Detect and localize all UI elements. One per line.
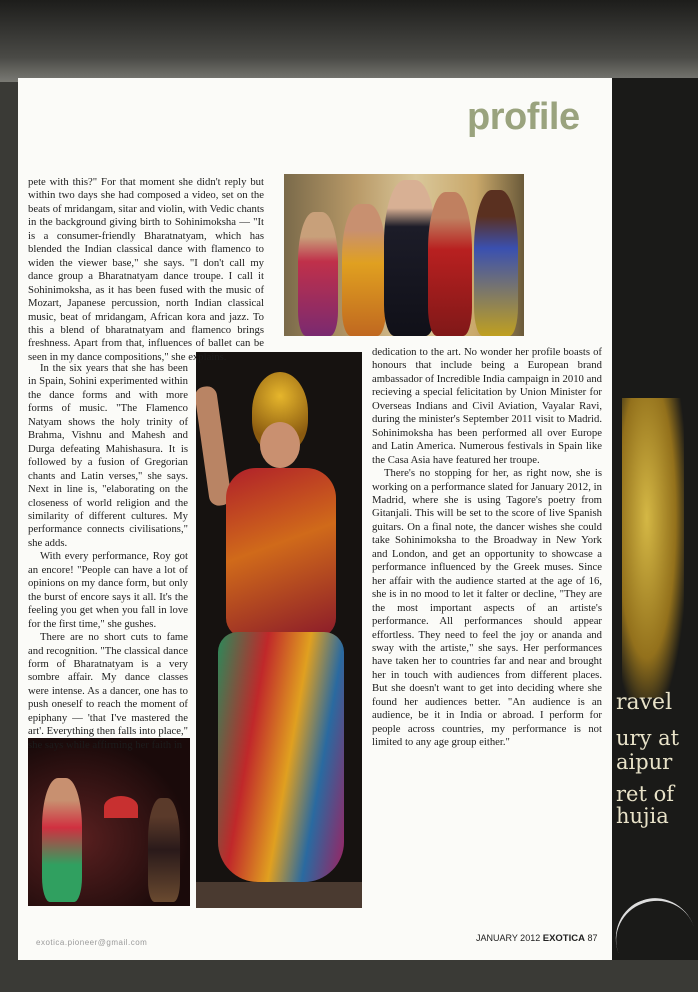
group-photo (284, 174, 524, 336)
gold-costume-detail (622, 398, 684, 698)
footer-email: exotica.pioneer@gmail.com (36, 938, 148, 947)
adjacent-page-text-5: hujia (616, 804, 669, 828)
article-paragraph: There's no stopping for her, as right now, she is working on a performance slated for January 2012, in Madrid, where she is using Tagore's poetry from Gitanjali. This will be set to the score of live Spanish guitars. On a final note, the dancer wishes she could take Sohinimoksha to the Broadway in New York and London, and get an opportunity to showcase a performance influenced by the Greek muses. Since her affair with the audience started at the age of 16, she is in no mood to let it falter or decline, "They are the most important aspects of an artiste's performance. All performances should appear effortless. They need to feel the joy or ananda and sway with the artiste," she says. Her performances have taken her to countries far and near and brought her in touch with audiences from different places. But she doesn't want to get into deciding where she found her audiences better. "An audience is an audience, be it in India or abroad. I perform for people across countries, my performance is not limited to any age group either." (372, 467, 602, 749)
adjacent-page-text-3: aipur (616, 750, 673, 774)
dancer-figure-4 (474, 190, 518, 336)
dancer-costume-skirt (218, 632, 344, 882)
folio (476, 933, 598, 944)
article-paragraph: In the six years that she has been in Spain, Sohini experimented within the dance forms and with more forms of music. "The Flamenco Natyam shows the holy trinity of Brahma, Vishnu and Mahesh and Durga defeating Mahishasura. It is followed by a fusion of Gregorian chants and Latin verses," she says. Next in line is, "elaborating on the closeness of world religion and the similarity of different cultures. My performance connects civilisations," she adds. (28, 362, 188, 549)
stage-photo (28, 738, 190, 906)
section-header: profile (467, 96, 580, 138)
red-fan (104, 796, 138, 818)
magazine-name: EXOTICA (542, 933, 585, 944)
dancer-figure-1 (298, 212, 338, 336)
page-number: 87 (587, 933, 598, 943)
dancer-figure-2 (342, 204, 386, 336)
article-column-1 (28, 362, 188, 752)
dancer-figure-3 (428, 192, 472, 336)
adjacent-page-text-2: ury at (616, 726, 680, 750)
stage-floor (196, 882, 362, 908)
article-column-2 (372, 346, 602, 750)
dancer-face (260, 422, 300, 468)
dancer-costume-top (226, 468, 336, 638)
article-paragraph: With every performance, Roy got an encore! "People can have a lot of opinions on my dance form, but only the burst of encore says it all. It's the feeling you get when you fall in love for the first time," she gushes. (28, 550, 188, 630)
stage-dancer-2 (148, 798, 180, 902)
article-paragraph: dedication to the art. No wonder her profile boasts of honours that include being a European brand ambassador of Incredible India campaign in 2010 and recieving a special felicitation by Union Minister for Overseas Indians and Civil Aviation, Vayalar Ravi, during the minister's September 2011 visit to Madrid. Sohinimoksha has been performed all over Europe and Latin America. Numerous festivals in Spain like the Casa Asia have featured her troupe. (372, 346, 603, 466)
dancer-photo (196, 352, 362, 908)
scan-background (0, 0, 698, 82)
article-paragraph: pete with this?" For that moment she didn't reply but within two days she had composed a video, set on the beats of mridangam, sitar and violin, with Vedic chants in the background giving birth to Sohinimoksha — "It is a consumer-friendly Bharatnatyam, which has blended the Indian classical dance with flamenco to widen the viewer base," she says. "I don't call my dance group a Bharatnatyam dance troupe. I call it Sohinimoksha, as it has been fused with the music of Mozart, Japanese percussion, north Indian classical music, beat of mridangam, African kora and jazz. To this a blend of bharatnatyam and flamenco brings freshness. Apart from that, influences of ballet can be seen in my dance compositions," she explains. (28, 176, 264, 363)
issue-date: JANUARY 2012 (476, 933, 541, 943)
adjacent-page-text-4: ret of (616, 782, 674, 806)
article-column-1-intro (28, 176, 264, 364)
page-curl (604, 887, 698, 992)
adjacent-page-text-1: ravel (616, 690, 673, 715)
article-paragraph: There are no short cuts to fame and recognition. "The classical dance form of Bharatnatyam is a very sombre affair. My dance classes were intense. As a dancer, one has to push oneself to reach the moment of epiphany — 'that I've mastered the art'. Everything then falls into place," she says while affirming her faith in (28, 631, 188, 751)
stage-dancer-1 (42, 778, 82, 902)
